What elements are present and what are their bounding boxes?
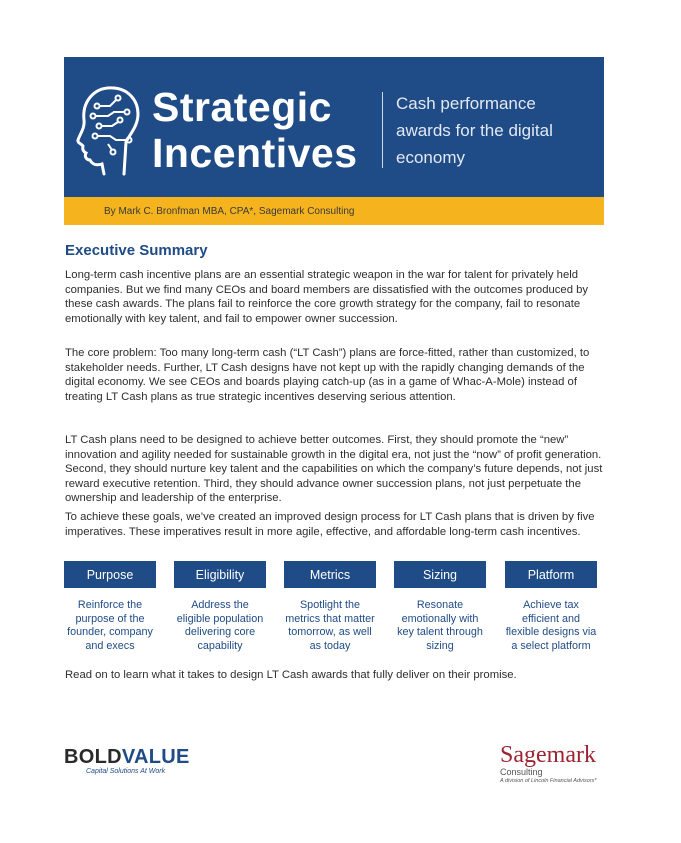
closing-sentence: Read on to learn what it takes to design LT Cash awards that fully deliver on their promise. — [65, 669, 517, 681]
imperative-platform-desc — [495, 599, 607, 653]
desc-line: Achieve tax — [523, 599, 579, 611]
section-heading: Executive Summary — [65, 242, 208, 259]
subtitle-line-2: awards for the digital — [396, 121, 553, 140]
subtitle-line-1: Cash performance — [396, 94, 536, 113]
desc-line: founder, company — [67, 626, 153, 638]
desc-line: delivering core — [184, 626, 256, 638]
desc-line: as today — [309, 639, 351, 652]
summary-paragraph-3: LT Cash plans need to be designed to achieve better outcomes. First, they should promote the “new” innovation and agility needed for sustainable growth in the digital era, not just the “now” of profit generation. Second, they should nurture key talent and the capabilities on which the company’s future depends, not just reward executive retention. Third, they should advance owner succession plans, not just perpetuate the ownership and leadership of the enterprise. — [65, 434, 603, 505]
desc-line: metrics that matter — [285, 612, 375, 625]
title-line-1: Strategic — [152, 84, 332, 130]
desc-line: tomorrow, as well — [288, 626, 372, 638]
desc-line: key talent through — [397, 626, 483, 638]
summary-paragraph-4: To achieve these goals, we’ve created an improved design process for LT Cash plans that is driven by five imperatives. These imperatives result in more agile, effective, and affordable long-term cash incentives. — [65, 511, 595, 538]
desc-line: Reinforce the — [77, 599, 143, 611]
boldvalue-tagline: Capital Solutions At Work — [86, 768, 166, 775]
desc-line: Resonate — [416, 599, 464, 611]
desc-line: a select platform — [511, 639, 591, 652]
desc-line: Address the — [191, 599, 249, 611]
boldvalue-value-text: VALUE — [121, 746, 190, 768]
summary-paragraph-2: The core problem: Too many long-term cash (“LT Cash”) plans are force-fitted, rather than customized, to stakeholder needs. Further, LT Cash designs have not kept up with the rapidly changing demands of the digital economy. We see CEOs and boards playing catch-up (as in a game of Whac-A-Mole) instead of treating LT Cash plans as true strategic incentives deserving serious attention. — [65, 347, 590, 403]
imperative-sizing-desc — [384, 599, 496, 653]
desc-line: purpose of the — [75, 612, 145, 625]
boldvalue-bold-text: BOLD — [64, 746, 122, 768]
sagemark-name: Sagemark — [500, 742, 596, 768]
summary-paragraph-1: Long-term cash incentive plans are an essential strategic weapon in the war for talent for privately held companies. But we find many CEOs and board members are dissatisfied with the outcomes produced by these cash awards. The plans fail to reinforce the core growth strategy for the company, fail to resonate emotionally with key talent, and fail to empower owner succession. — [65, 269, 589, 325]
desc-line: emotionally with — [401, 612, 479, 625]
desc-line: flexible designs via — [505, 626, 597, 638]
page-subtitle — [396, 90, 553, 171]
desc-line: efficient and — [521, 612, 581, 625]
desc-line: and execs — [85, 639, 135, 652]
boldvalue-logo — [64, 746, 190, 775]
page-title — [152, 84, 358, 176]
author-byline: By Mark C. Bronfman MBA, CPA*, Sagemark Consulting — [104, 206, 355, 217]
imperative-metrics-label: Metrics — [284, 561, 376, 588]
desc-line: sizing — [426, 639, 454, 652]
imperative-metrics-desc — [274, 599, 386, 653]
brain-circuit-head-icon — [74, 80, 144, 176]
sagemark-division: A division of Lincoln Financial Advisors* — [500, 778, 597, 784]
title-line-2: Incentives — [152, 130, 358, 176]
boldvalue-wordmark — [64, 746, 190, 768]
sagemark-logo — [500, 743, 600, 785]
imperative-eligibility-desc — [164, 599, 276, 653]
desc-line: capability — [197, 639, 243, 652]
imperative-purpose-label: Purpose — [64, 561, 156, 588]
desc-line: eligible population — [176, 612, 264, 625]
subtitle-line-3: economy — [396, 148, 465, 167]
imperative-purpose-desc — [54, 599, 166, 653]
imperative-platform-label: Platform — [505, 561, 597, 588]
title-divider — [382, 92, 383, 168]
sagemark-consulting: Consulting — [500, 767, 543, 777]
desc-line: Spotlight the — [299, 599, 361, 611]
imperative-sizing-label: Sizing — [394, 561, 486, 588]
imperative-eligibility-label: Eligibility — [174, 561, 266, 588]
